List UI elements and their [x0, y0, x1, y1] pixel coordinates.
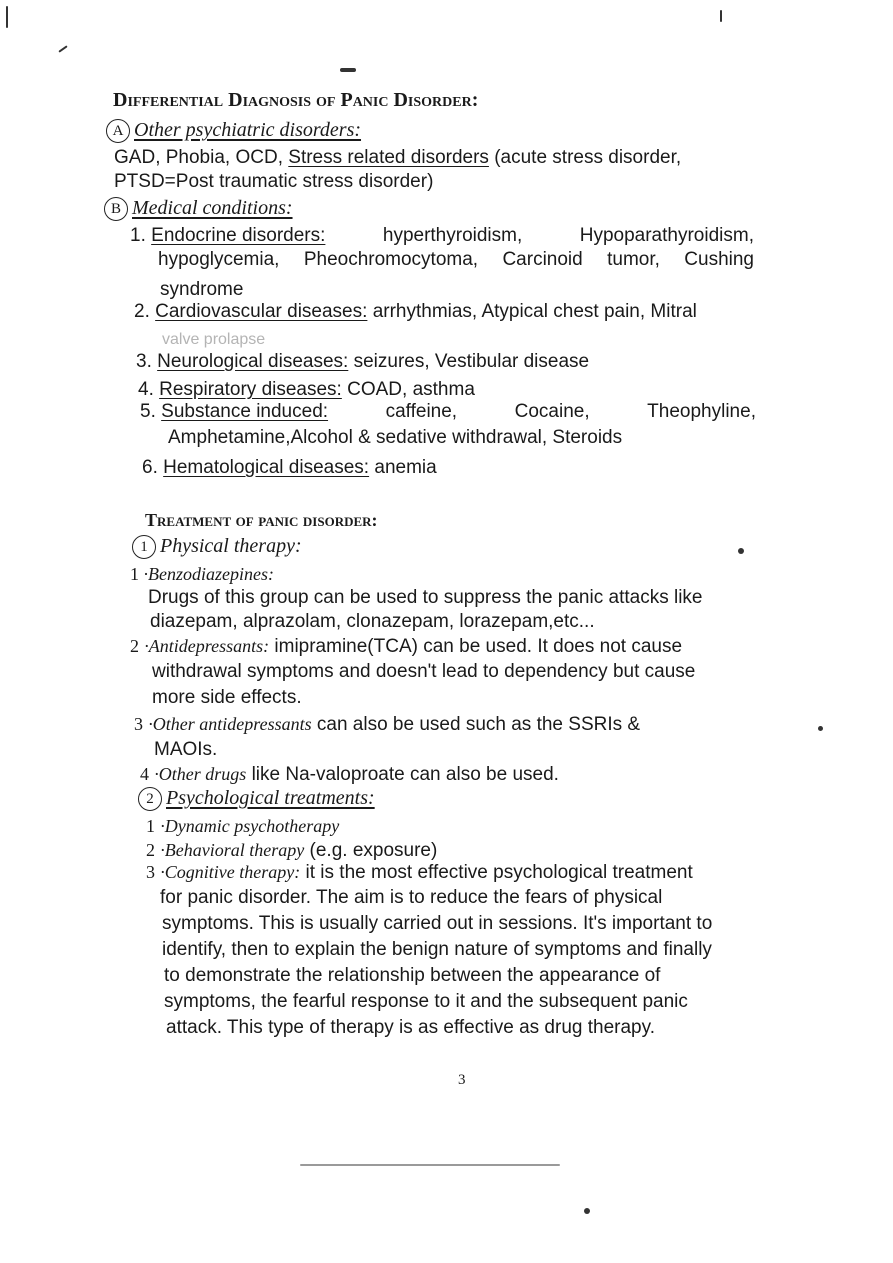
physical-item-3-line1: 3 ·Other antidepressants can also be used such as the SSRIs &: [134, 714, 641, 735]
scan-speck: [584, 1208, 590, 1214]
section-b-heading: B Medical conditions:: [104, 196, 293, 221]
psych-item-3-line6: symptoms, the fearful response to it and the subsequent panic: [164, 991, 688, 1012]
section-a-marker: A: [106, 119, 130, 143]
scan-speck: [738, 548, 744, 554]
psych-item-3-line3: symptoms. This is usually carried out in sessions. It's important to: [162, 913, 713, 934]
section-b-marker: B: [104, 197, 128, 221]
page-title: Differential Diagnosis of Panic Disorder:: [113, 89, 479, 111]
section-a-line1: GAD, Phobia, OCD, Stress related disorders (acute stress disorder,: [114, 147, 682, 168]
b-item-5-line1: 5. Substance induced: caffeine, Cocaine, Theophyline,: [140, 401, 756, 422]
physical-item-4: 4 ·Other drugs like Na-valoproate can also be used.: [140, 764, 559, 785]
physical-item-1-line2: diazepam, alprazolam, clonazepam, lorazepam,etc...: [150, 611, 595, 632]
physical-item-2-line1: 2 ·Antidepressants: imipramine(TCA) can be used. It does not cause: [130, 636, 683, 657]
physical-item-2-line2: withdrawal symptoms and doesn't lead to dependency but cause: [152, 661, 696, 682]
b-item-6: 6. Hematological diseases: anemia: [142, 457, 437, 478]
page-number: 3: [458, 1072, 466, 1088]
psych-item-1: 1 ·Dynamic psychotherapy: [146, 816, 340, 836]
scan-smudge: [340, 68, 356, 72]
physical-heading: 1 Physical therapy:: [132, 534, 302, 559]
scan-speck: [818, 726, 823, 731]
b-item-1-line2: hypoglycemia, Pheochromocytoma, Carcinoid tumor, Cushing: [158, 249, 754, 270]
b-item-1-line1: 1. Endocrine disorders: hyperthyroidism, Hypoparathyroidism,: [130, 225, 754, 246]
treatment-title: Treatment of panic disorder:: [145, 510, 378, 530]
scan-edge-mark: [720, 10, 722, 22]
b-item-1-line3: syndrome: [160, 279, 244, 300]
psych-item-3-line5: to demonstrate the relationship between the appearance of: [164, 965, 661, 986]
psych-item-3-line2: for panic disorder. The aim is to reduce the fears of physical: [160, 887, 663, 908]
psych-item-3-line1: 3 ·Cognitive therapy: it is the most effective psychological treatment: [146, 862, 693, 883]
psych-item-3-line4: identify, then to explain the benign nature of symptoms and finally: [162, 939, 712, 960]
section-a-line2: PTSD=Post traumatic stress disorder): [114, 171, 434, 192]
b-item-2-line2: valve prolapse: [162, 331, 266, 348]
b-item-5-line2: Amphetamine,Alcohol & sedative withdrawal, Steroids: [168, 427, 623, 448]
physical-item-3-line2: MAOIs.: [154, 739, 218, 760]
b-item-4: 4. Respiratory diseases: COAD, asthma: [138, 379, 475, 400]
physical-marker: 1: [132, 535, 156, 559]
psych-item-2: 2 ·Behavioral therapy (e.g. exposure): [146, 840, 438, 861]
psych-item-3-line7: attack. This type of therapy is as effective as drug therapy.: [166, 1017, 655, 1038]
scan-dust-line: [300, 1164, 560, 1166]
physical-item-1-label: 1 ·Benzodiazepines:: [130, 564, 274, 584]
physical-item-1-line1: Drugs of this group can be used to suppress the panic attacks like: [148, 587, 703, 608]
physical-item-2-line3: more side effects.: [152, 687, 302, 708]
b-item-3: 3. Neurological diseases: seizures, Vestibular disease: [136, 351, 590, 372]
b-item-2-line1: 2. Cardiovascular diseases: arrhythmias, Atypical chest pain, Mitral: [134, 301, 697, 322]
psychological-heading: 2 Psychological treatments:: [138, 786, 375, 811]
section-a-heading: A Other psychiatric disorders:: [106, 118, 361, 143]
scan-edge-mark: [6, 6, 8, 28]
psychological-marker: 2: [138, 787, 162, 811]
scan-speck: [58, 45, 67, 52]
